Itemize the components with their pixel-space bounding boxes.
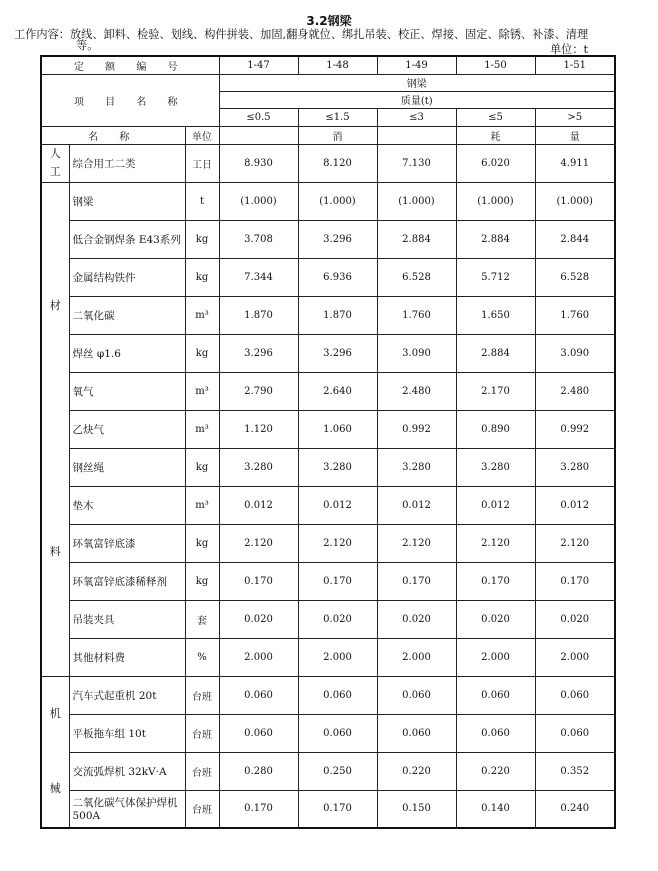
- value-cell: 0.060: [377, 714, 456, 752]
- value-cell: 7.344: [219, 258, 298, 296]
- value-cell: 0.150: [377, 790, 456, 828]
- quota-table: [40, 55, 616, 829]
- work-text-cont: 等。: [76, 39, 99, 52]
- item-name: 环氧富锌底漆: [69, 524, 185, 562]
- item-name: 低合金钢焊条 E43系列: [69, 220, 185, 258]
- item-unit: kg: [185, 334, 219, 372]
- value-cell: 2.120: [219, 524, 298, 562]
- value-cell: 0.060: [219, 676, 298, 714]
- material-row: [41, 410, 615, 448]
- item-unit: 工日: [185, 144, 219, 182]
- value-cell: 3.708: [219, 220, 298, 258]
- value-cell: 3.280: [377, 448, 456, 486]
- value-cell: 6.528: [377, 258, 456, 296]
- item-unit: m³: [185, 486, 219, 524]
- item-name: 汽车式起重机 20t: [69, 676, 185, 714]
- item-name: 其他材料费: [69, 638, 185, 676]
- item-name: 综合用工二类: [69, 144, 185, 182]
- item-unit: 套: [185, 600, 219, 638]
- value-cell: 0.020: [456, 600, 535, 638]
- category-char: 料: [49, 545, 61, 558]
- value-cell: 2.000: [377, 638, 456, 676]
- value-cell: 1.870: [219, 296, 298, 334]
- value-cell: 3.280: [298, 448, 377, 486]
- work-text: 放线、卸料、检验、划线、构件拼装、加固,翻身就位、绑扎吊装、校正、焊接、固定、除锈、补漆、清理: [69, 28, 589, 41]
- value-cell: 2.480: [535, 372, 615, 410]
- value-cell: 6.528: [535, 258, 615, 296]
- consume-char: 耗: [456, 126, 535, 144]
- value-cell: 0.060: [456, 714, 535, 752]
- category-char: 械: [49, 782, 61, 796]
- code-cell: 1-51: [535, 56, 615, 74]
- item-name: 二氧化碳: [69, 296, 185, 334]
- range-cell: ≤1.5: [298, 108, 377, 126]
- code-cell: 1-49: [377, 56, 456, 74]
- value-cell: (1.000): [535, 182, 615, 220]
- value-cell: 3.090: [535, 334, 615, 372]
- code-label: 定 额 编 号: [41, 56, 219, 74]
- item-name: 垫木: [69, 486, 185, 524]
- work-label: 工作内容：: [14, 28, 70, 41]
- item-unit: m³: [185, 410, 219, 448]
- material-row: [41, 562, 615, 600]
- group-label: 钢梁: [219, 74, 615, 91]
- value-cell: 0.240: [535, 790, 615, 828]
- value-cell: 4.911: [535, 144, 615, 182]
- value-cell: 2.120: [377, 524, 456, 562]
- value-cell: 3.296: [219, 334, 298, 372]
- value-cell: 0.012: [535, 486, 615, 524]
- col-name-header: 名 称: [41, 126, 185, 144]
- value-cell: 0.280: [219, 752, 298, 790]
- value-cell: 0.250: [298, 752, 377, 790]
- value-cell: 8.930: [219, 144, 298, 182]
- value-cell: 0.060: [535, 714, 615, 752]
- value-cell: 0.170: [535, 562, 615, 600]
- value-cell: 0.140: [456, 790, 535, 828]
- item-unit: %: [185, 638, 219, 676]
- category-char: 人: [49, 147, 61, 160]
- value-cell: 0.992: [535, 410, 615, 448]
- value-cell: 3.090: [377, 334, 456, 372]
- work-content: [14, 29, 610, 51]
- value-cell: 2.884: [456, 334, 535, 372]
- value-cell: 6.936: [298, 258, 377, 296]
- material-row: [41, 600, 615, 638]
- value-cell: 1.060: [298, 410, 377, 448]
- value-cell: 0.170: [219, 790, 298, 828]
- value-cell: 0.060: [298, 676, 377, 714]
- value-cell: 1.870: [298, 296, 377, 334]
- value-cell: 0.170: [298, 790, 377, 828]
- category-char: 工: [49, 165, 61, 178]
- machine-category: [41, 676, 69, 828]
- code-cell: 1-48: [298, 56, 377, 74]
- value-cell: 2.480: [377, 372, 456, 410]
- item-unit: t: [185, 182, 219, 220]
- material-row: [41, 486, 615, 524]
- material-row: [41, 334, 615, 372]
- value-cell: 0.060: [298, 714, 377, 752]
- item-unit: kg: [185, 220, 219, 258]
- value-cell: 0.060: [219, 714, 298, 752]
- item-unit: 台班: [185, 790, 219, 828]
- value-cell: 0.060: [377, 676, 456, 714]
- value-cell: 8.120: [298, 144, 377, 182]
- value-cell: (1.000): [219, 182, 298, 220]
- material-row: [41, 182, 615, 220]
- material-row: [41, 638, 615, 676]
- value-cell: 0.020: [535, 600, 615, 638]
- value-cell: 0.020: [219, 600, 298, 638]
- column-header-row: [41, 126, 615, 144]
- value-cell: 3.296: [298, 334, 377, 372]
- value-cell: 0.992: [377, 410, 456, 448]
- value-cell: 0.012: [298, 486, 377, 524]
- material-row: [41, 296, 615, 334]
- value-cell: 0.012: [219, 486, 298, 524]
- item-unit: kg: [185, 524, 219, 562]
- value-cell: 3.280: [535, 448, 615, 486]
- item-name: 焊丝 φ1.6: [69, 334, 185, 372]
- value-cell: 2.120: [456, 524, 535, 562]
- value-cell: (1.000): [377, 182, 456, 220]
- material-row: [41, 448, 615, 486]
- value-cell: 0.060: [456, 676, 535, 714]
- labor-row: [41, 144, 615, 182]
- machine-row: [41, 752, 615, 790]
- range-cell: >5: [535, 108, 615, 126]
- item-unit: 台班: [185, 714, 219, 752]
- item-name: 二氧化碳气体保护焊机 500A: [69, 790, 185, 828]
- value-cell: (1.000): [298, 182, 377, 220]
- item-name: 钢梁: [69, 182, 185, 220]
- value-cell: 3.296: [298, 220, 377, 258]
- value-cell: 0.060: [535, 676, 615, 714]
- value-cell: 0.220: [377, 752, 456, 790]
- item-name: 平板拖车组 10t: [69, 714, 185, 752]
- range-cell: ≤5: [456, 108, 535, 126]
- value-cell: 0.170: [456, 562, 535, 600]
- value-cell: 2.000: [456, 638, 535, 676]
- item-unit: m³: [185, 372, 219, 410]
- item-name: 吊装夹具: [69, 600, 185, 638]
- value-cell: 2.000: [219, 638, 298, 676]
- item-label: 项 目 名 称: [41, 74, 219, 126]
- value-cell: 0.020: [377, 600, 456, 638]
- material-category: [41, 182, 69, 676]
- value-cell: 0.352: [535, 752, 615, 790]
- category-char: 机: [49, 707, 61, 721]
- value-cell: 0.890: [456, 410, 535, 448]
- item-name: 钢丝绳: [69, 448, 185, 486]
- value-cell: 3.280: [456, 448, 535, 486]
- consume-char: 消: [298, 126, 377, 144]
- code-cell: 1-47: [219, 56, 298, 74]
- value-cell: 2.120: [535, 524, 615, 562]
- value-cell: 1.760: [377, 296, 456, 334]
- item-unit: 台班: [185, 676, 219, 714]
- value-cell: 2.640: [298, 372, 377, 410]
- value-cell: 0.220: [456, 752, 535, 790]
- machine-row: [41, 714, 615, 752]
- value-cell: 0.012: [456, 486, 535, 524]
- material-row: [41, 372, 615, 410]
- value-cell: 1.120: [219, 410, 298, 448]
- item-name: 交流弧焊机 32kV·A: [69, 752, 185, 790]
- item-name: 乙炔气: [69, 410, 185, 448]
- item-unit: kg: [185, 448, 219, 486]
- value-cell: 2.000: [535, 638, 615, 676]
- category-char: 材: [49, 299, 61, 312]
- page-title: 3.2钢梁: [306, 14, 352, 28]
- value-cell: 0.020: [298, 600, 377, 638]
- col-unit-header: 单位: [185, 126, 219, 144]
- code-row: [41, 56, 615, 74]
- item-name: 金属结构铁件: [69, 258, 185, 296]
- group-row: [41, 74, 615, 91]
- value-cell: 2.000: [298, 638, 377, 676]
- value-cell: 2.844: [535, 220, 615, 258]
- value-cell: 0.170: [298, 562, 377, 600]
- code-cell: 1-50: [456, 56, 535, 74]
- machine-row: [41, 676, 615, 714]
- value-cell: 5.712: [456, 258, 535, 296]
- value-cell: 2.170: [456, 372, 535, 410]
- quality-label: 质量(t): [219, 91, 615, 108]
- value-cell: 2.790: [219, 372, 298, 410]
- machine-row: [41, 790, 615, 828]
- material-row: [41, 524, 615, 562]
- unit-label: 单位：t: [549, 43, 588, 56]
- value-cell: 2.884: [377, 220, 456, 258]
- value-cell: 0.170: [219, 562, 298, 600]
- item-unit: kg: [185, 258, 219, 296]
- value-cell: 6.020: [456, 144, 535, 182]
- value-cell: 1.650: [456, 296, 535, 334]
- value-cell: 3.280: [219, 448, 298, 486]
- labor-category: [41, 144, 69, 182]
- item-unit: 台班: [185, 752, 219, 790]
- item-name: 环氧富锌底漆稀释剂: [69, 562, 185, 600]
- value-cell: 2.120: [298, 524, 377, 562]
- value-cell: 7.130: [377, 144, 456, 182]
- item-unit: kg: [185, 562, 219, 600]
- consume-char: 量: [535, 126, 615, 144]
- value-cell: 2.884: [456, 220, 535, 258]
- range-cell: ≤0.5: [219, 108, 298, 126]
- item-unit: m³: [185, 296, 219, 334]
- material-row: [41, 258, 615, 296]
- value-cell: 0.170: [377, 562, 456, 600]
- value-cell: (1.000): [456, 182, 535, 220]
- value-cell: 1.760: [535, 296, 615, 334]
- value-cell: 0.012: [377, 486, 456, 524]
- material-row: [41, 220, 615, 258]
- item-name: 氧气: [69, 372, 185, 410]
- range-cell: ≤3: [377, 108, 456, 126]
